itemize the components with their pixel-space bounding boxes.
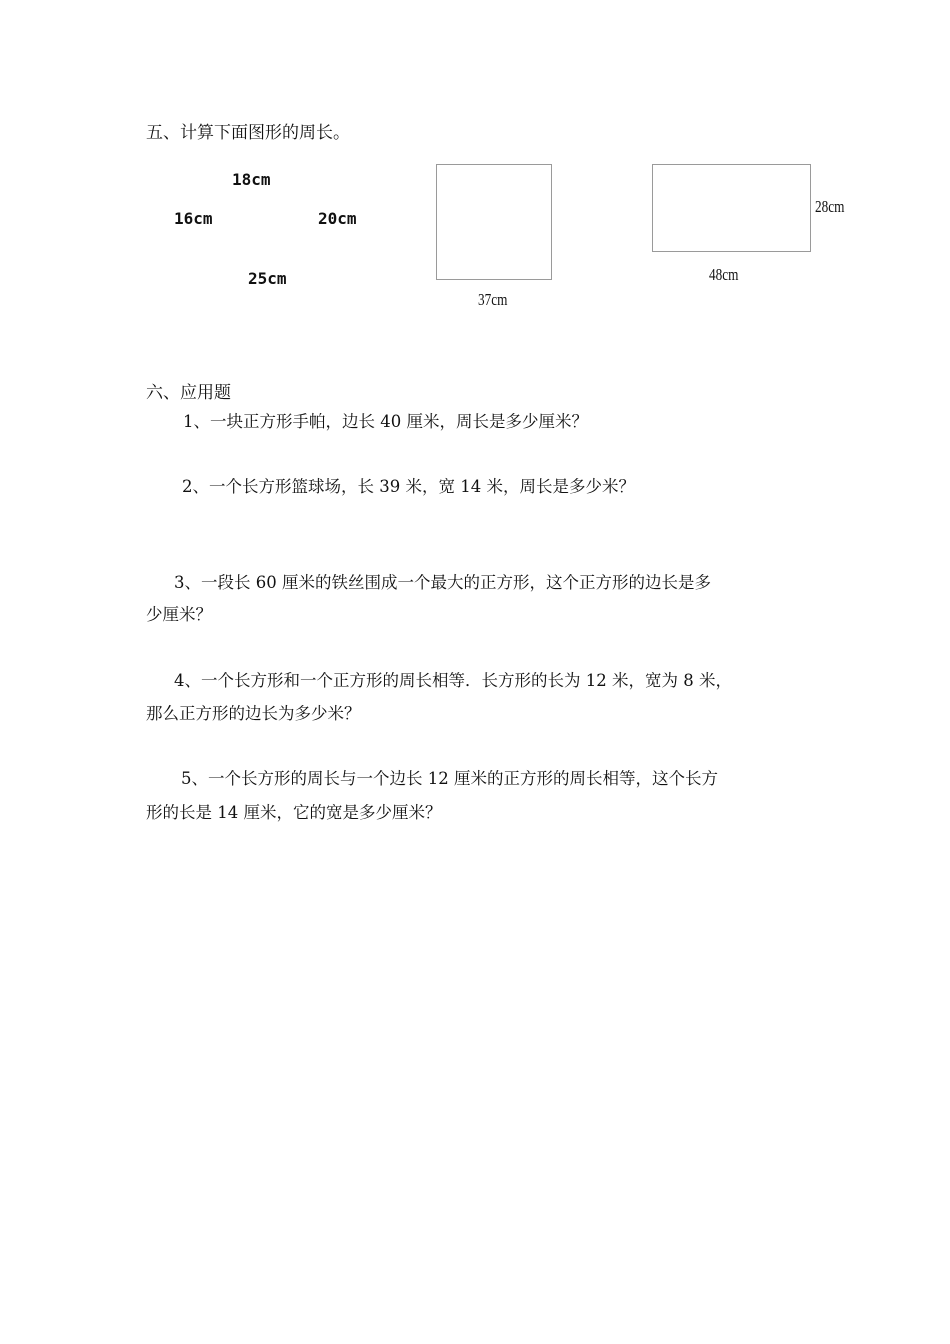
square-shape — [436, 164, 552, 280]
trapezoid-top-label: 18cm — [232, 170, 271, 189]
trapezoid-right-label: 20cm — [318, 209, 357, 228]
question-4-line-2: 那么正方形的边长为多少米？ — [146, 704, 361, 723]
square-side-label: 37cm — [478, 290, 508, 309]
question-5-line-2: 形的长是 14 厘米，它的宽是多少厘米？ — [146, 803, 442, 822]
question-5-line-1: 5、一个长方形的周长与一个边长 12 厘米的正方形的周长相等，这个长方 — [181, 769, 718, 788]
question-4-line-1: 4、一个长方形和一个正方形的周长相等．长方形的长为 12 米，宽为 8 米， — [174, 671, 732, 690]
question-1: 1、一块正方形手帕，边长 40 厘米，周长是多少厘米？ — [183, 412, 588, 431]
question-2: 2、一个长方形篮球场，长 39 米，宽 14 米，周长是多少米？ — [182, 477, 635, 496]
trapezoid-left-label: 16cm — [174, 209, 213, 228]
question-3-line-1: 3、一段长 60 厘米的铁丝围成一个最大的正方形，这个正方形的边长是多 — [174, 573, 711, 592]
question-3-line-2: 少厘米？ — [146, 605, 212, 624]
trapezoid-bottom-label: 25cm — [248, 269, 287, 288]
rectangle-width-label: 28cm — [815, 197, 845, 216]
section-5-title: 五、计算下面图形的周长。 — [146, 123, 350, 143]
rectangle-length-label: 48cm — [709, 265, 739, 284]
rectangle-shape — [652, 164, 811, 252]
section-6-title: 六、应用题 — [146, 383, 231, 403]
